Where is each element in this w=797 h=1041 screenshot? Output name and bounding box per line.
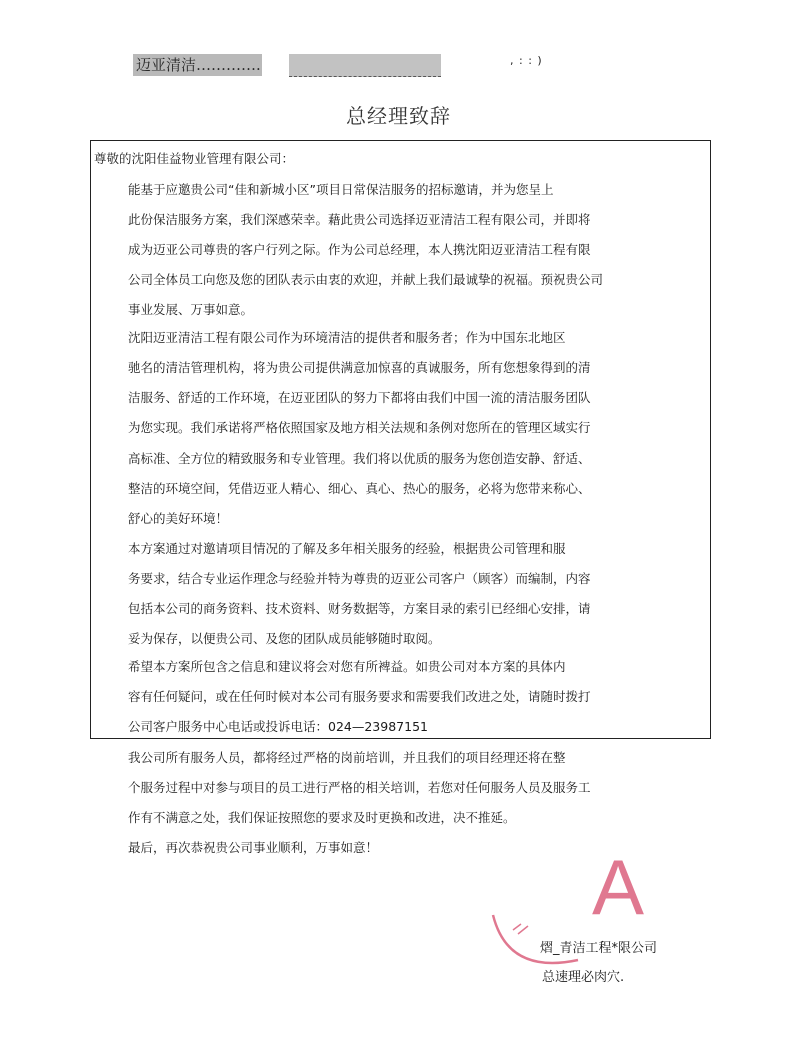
header-blank-field	[289, 54, 441, 77]
letter-box	[90, 140, 711, 739]
body-line: 作有不满意之处，我们保证按照您的要求及时更换和改进，决不推延。	[128, 810, 516, 825]
body-line: 整洁的环境空间，凭借迈亚人精心、细心、真心、热心的服务，必将为您带来称心、	[128, 481, 591, 496]
company-stamp-letter: A	[592, 843, 645, 931]
body-line: 驰名的清洁管理机构，将为贵公司提供满意加惊喜的真诚服务，所有您想象得到的清	[128, 360, 591, 375]
header-right-marks: , : : )	[510, 54, 543, 67]
body-line: 能基于应邀贵公司“佳和新城小区”项目日常保洁服务的招标邀请，并为您呈上	[128, 182, 554, 197]
body-line: 最后，再次恭祝贵公司事业顺利，万事如意！	[128, 840, 379, 855]
signature-name: 总速理必肉穴.	[542, 970, 625, 985]
body-line: 此份保洁服务方案，我们深感荣幸。藉此贵公司选择迈亚清洁工程有限公司，并即将	[128, 212, 591, 227]
body-line: 容有任何疑问，或在任何时候对本公司有服务要求和需要我们改进之处，请随时拨打	[128, 689, 591, 704]
body-line: 为您实现。我们承诺将严格依照国家及地方相关法规和条例对您所在的管理区域实行	[128, 420, 591, 435]
body-line: 成为迈亚公司尊贵的客户行列之际。作为公司总经理，本人携沈阳迈亚清洁工程有限	[128, 242, 591, 257]
page-title: 总经理致辞	[346, 104, 451, 128]
body-line: 妥为保存，以便贵公司、及您的团队成员能够随时取阅。	[128, 631, 441, 646]
body-line: 洁服务、舒适的工作环境，在迈亚团队的努力下都将由我们中国一流的清洁服务团队	[128, 390, 591, 405]
body-line: 本方案通过对邀请项目情况的了解及多年相关服务的经验，根据贵公司管理和服	[128, 541, 566, 556]
body-line: 公司全体员工向您及您的团队表示由衷的欢迎，并献上我们最诚挚的祝福。预祝贵公司	[128, 272, 604, 287]
body-line: 务要求，结合专业运作理念与经验并特为尊贵的迈亚公司客户（顾客）而编制，内容	[128, 571, 591, 586]
body-line: 公司客户服务中心电话或投诉电话：024—23987151	[128, 719, 428, 734]
salutation: 尊敬的沈阳佳益物业管理有限公司：	[94, 151, 295, 166]
body-line: 事业发展、万事如意。	[128, 302, 254, 317]
body-line: 高标准、全方位的精致服务和专业管理。我们将以优质的服务为您创造安静、舒适、	[128, 451, 591, 466]
body-line: 包括本公司的商务资料、技术资料、财务数据等，方案目录的索引已经细心安排，请	[128, 601, 591, 616]
body-line: 个服务过程中对参与项目的员工进行严格的相关培训，若您对任何服务人员及服务工	[128, 780, 591, 795]
body-line: 舒心的美好环境！	[128, 511, 229, 526]
body-line: 沈阳迈亚清洁工程有限公司作为环境清洁的提供者和服务者；作为中国东北地区	[128, 330, 566, 345]
body-line: 希望本方案所包含之信息和建议将会对您有所裨益。如贵公司对本方案的具体内	[128, 659, 566, 674]
body-line: 我公司所有服务人员，都将经过严格的岗前培训，并且我们的项目经理还将在整	[128, 750, 566, 765]
signature-company: 熠_青洁工程*限公司	[540, 941, 658, 956]
header-left-label: 迈亚清洁………….	[133, 54, 262, 76]
